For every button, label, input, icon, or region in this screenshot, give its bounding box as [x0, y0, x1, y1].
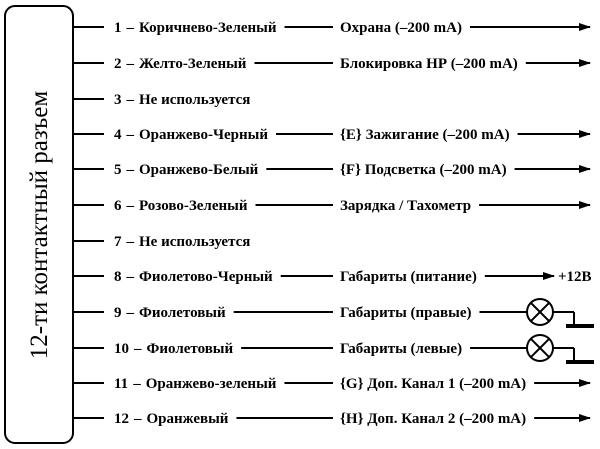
pin-6-dash: –	[126, 198, 134, 214]
pin-1-number: 1	[114, 20, 122, 36]
pin-9-wire-color: Фиолетовый	[139, 305, 226, 321]
pin-10-function: Габариты (левые)	[340, 341, 463, 357]
pin-10-ground-icon	[566, 360, 594, 364]
pin-12-wire-color: Оранжевый	[146, 411, 229, 427]
pin-2-dash: –	[126, 56, 134, 72]
pin-9-dash: –	[126, 305, 134, 321]
pin-12-number: 12	[114, 411, 129, 427]
pin-9-number: 9	[114, 305, 122, 321]
connector-label: 12-ти контактный разъем	[26, 90, 53, 360]
pin-9-function: Габариты (правые)	[340, 305, 472, 321]
pin-1-wire-color: Коричнево-Зеленый	[139, 20, 277, 36]
pin-4-dash: –	[126, 127, 134, 143]
pin-8-function: Габариты (питание)	[340, 269, 477, 285]
pin-8-dash: –	[126, 269, 134, 285]
pin-10-dash: –	[134, 341, 142, 357]
pin-5-function: {F} Подсветка (–200 mA)	[340, 162, 507, 178]
pin-3-number: 3	[114, 92, 122, 108]
pin-9-ground-icon	[566, 324, 594, 328]
pin-11-function: {G} Доп. Канал 1 (–200 mA)	[340, 376, 527, 392]
pin-4-wire-color: Оранжево-Черный	[139, 127, 268, 143]
pin-4-function: {E} Зажигание (–200 mA)	[340, 127, 510, 143]
pin-1-dash: –	[126, 20, 134, 36]
pin-1-function: Охрана (–200 mA)	[340, 20, 462, 36]
pin-7-number: 7	[114, 234, 122, 250]
pin-7-dash: –	[126, 234, 134, 250]
pin-8-supply-label: +12В	[558, 269, 592, 285]
pin-11-dash: –	[133, 376, 141, 392]
pin-10-number: 10	[114, 341, 129, 357]
pin-12-function: {H} Доп. Канал 2 (–200 mA)	[340, 411, 527, 427]
pin-6-wire-color: Розово-Зеленый	[139, 198, 248, 214]
pin-5-number: 5	[114, 162, 122, 178]
pin-11-wire-color: Оранжево-зеленый	[145, 376, 277, 392]
pin-2-wire-color: Желто-Зеленый	[139, 56, 247, 72]
pin-12-dash: –	[134, 411, 142, 427]
pin-4-number: 4	[114, 127, 122, 143]
pin-3-dash: –	[126, 92, 134, 108]
pin-2-number: 2	[114, 56, 122, 72]
pin-rows	[73, 20, 594, 427]
pin-6-number: 6	[114, 198, 122, 214]
pin-3-wire-color: Не используется	[139, 92, 251, 108]
pin-10-wire-color: Фиолетовый	[146, 341, 234, 357]
pin-8-wire-color: Фиолетово-Черный	[139, 269, 273, 285]
pin-11-number: 11	[114, 376, 129, 392]
pin-8-number: 8	[114, 269, 122, 285]
pin-7-wire-color: Не используется	[139, 234, 251, 250]
pin-6-function: Зарядка / Тахометр	[340, 198, 472, 214]
pin-5-wire-color: Оранжево-Белый	[139, 162, 259, 178]
pin-5-dash: –	[126, 162, 134, 178]
pin-2-function: Блокировка НР (–200 mA)	[340, 56, 518, 72]
